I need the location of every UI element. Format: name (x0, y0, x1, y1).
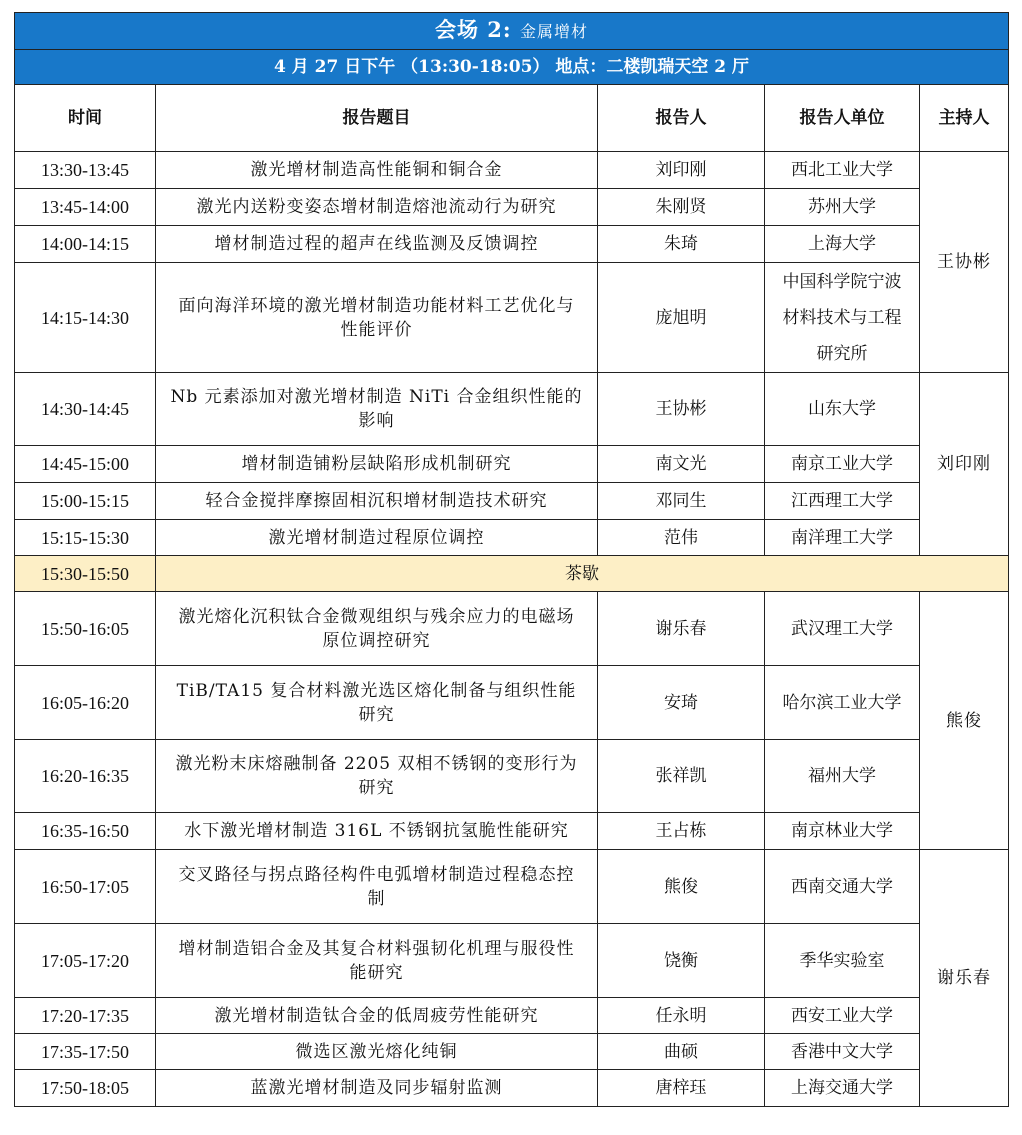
row-affiliation: 西北工业大学 (765, 152, 920, 189)
session-title-prefix: 会场 2: (435, 17, 512, 42)
row-time: 14:00-14:15 (15, 226, 156, 263)
row-time: 15:00-15:15 (15, 483, 156, 520)
row-time: 17:05-17:20 (15, 924, 156, 998)
session-title (15, 13, 1009, 50)
header-topic: 报告题目 (156, 85, 598, 152)
host-cell: 刘印刚 (920, 373, 1009, 556)
table-row (15, 740, 1009, 813)
row-time: 16:35-16:50 (15, 813, 156, 850)
row-topic: 激光内送粉变姿态增材制造熔池流动行为研究 (156, 189, 598, 226)
row-affiliation: 南京林业大学 (765, 813, 920, 850)
row-time: 15:50-16:05 (15, 592, 156, 666)
table-row (15, 226, 1009, 263)
row-topic: 增材制造过程的超声在线监测及反馈调控 (156, 226, 598, 263)
row-speaker: 熊俊 (598, 850, 765, 924)
row-topic: 激光熔化沉积钛合金微观组织与残余应力的电磁场原位调控研究 (156, 592, 598, 666)
row-speaker: 庞旭明 (598, 263, 765, 373)
host-cell: 谢乐春 (920, 850, 1009, 1107)
row-topic: 轻合金搅拌摩擦固相沉积增材制造技术研究 (156, 483, 598, 520)
row-topic: 激光增材制造过程原位调控 (156, 520, 598, 556)
session-subtitle: 4 月 27 日下午 （13:30-18:05） 地点：二楼凯瑞天空 2 厅 (15, 50, 1009, 85)
row-affiliation: 哈尔滨工业大学 (765, 666, 920, 740)
header-host: 主持人 (920, 85, 1009, 152)
host-cell: 王协彬 (920, 152, 1009, 373)
row-affiliation: 上海交通大学 (765, 1070, 920, 1107)
table-row (15, 483, 1009, 520)
row-affiliation: 上海大学 (765, 226, 920, 263)
row-time: 14:15-14:30 (15, 263, 156, 373)
table-row (15, 998, 1009, 1034)
row-time: 13:30-13:45 (15, 152, 156, 189)
break-label: 茶歇 (156, 556, 1009, 592)
row-speaker: 朱琦 (598, 226, 765, 263)
row-topic: 激光增材制造钛合金的低周疲劳性能研究 (156, 998, 598, 1034)
table-row (15, 1034, 1009, 1070)
header-row (15, 85, 1009, 152)
row-speaker: 范伟 (598, 520, 765, 556)
row-speaker: 安琦 (598, 666, 765, 740)
row-speaker: 王协彬 (598, 373, 765, 446)
row-time: 15:15-15:30 (15, 520, 156, 556)
row-affiliation: 中国科学院宁波材料技术与工程研究所 (765, 263, 920, 373)
row-time: 17:35-17:50 (15, 1034, 156, 1070)
header-time: 时间 (15, 85, 156, 152)
row-affiliation: 福州大学 (765, 740, 920, 813)
row-speaker: 谢乐春 (598, 592, 765, 666)
break-time: 15:30-15:50 (15, 556, 156, 592)
row-affiliation: 江西理工大学 (765, 483, 920, 520)
table-row (15, 263, 1009, 373)
row-time: 16:05-16:20 (15, 666, 156, 740)
row-topic: 交叉路径与拐点路径构件电弧增材制造过程稳态控制 (156, 850, 598, 924)
row-speaker: 王占栋 (598, 813, 765, 850)
row-time: 17:20-17:35 (15, 998, 156, 1034)
row-speaker: 张祥凯 (598, 740, 765, 813)
row-time: 13:45-14:00 (15, 189, 156, 226)
row-topic: 增材制造铺粉层缺陷形成机制研究 (156, 446, 598, 483)
row-affiliation: 西南交通大学 (765, 850, 920, 924)
row-speaker: 邓同生 (598, 483, 765, 520)
break-row (15, 556, 1009, 592)
table-row (15, 189, 1009, 226)
row-speaker: 唐梓珏 (598, 1070, 765, 1107)
row-affiliation: 南京工业大学 (765, 446, 920, 483)
row-topic: 微选区激光熔化纯铜 (156, 1034, 598, 1070)
table-row (15, 446, 1009, 483)
session-title-name: 金属增材 (520, 22, 589, 41)
session-subtitle-row (15, 50, 1009, 85)
row-affiliation: 季华实验室 (765, 924, 920, 998)
schedule-table (14, 12, 1009, 1107)
row-topic: 水下激光增材制造 316L 不锈钢抗氢脆性能研究 (156, 813, 598, 850)
table-row (15, 850, 1009, 924)
row-affiliation: 山东大学 (765, 373, 920, 446)
row-affiliation: 南洋理工大学 (765, 520, 920, 556)
row-time: 14:30-14:45 (15, 373, 156, 446)
row-topic: Nb 元素添加对激光增材制造 NiTi 合金组织性能的影响 (156, 373, 598, 446)
table-row (15, 924, 1009, 998)
row-time: 16:20-16:35 (15, 740, 156, 813)
row-topic: 激光粉末床熔融制备 2205 双相不锈钢的变形行为研究 (156, 740, 598, 813)
table-row (15, 373, 1009, 446)
row-affiliation: 苏州大学 (765, 189, 920, 226)
row-time: 14:45-15:00 (15, 446, 156, 483)
row-affiliation: 香港中文大学 (765, 1034, 920, 1070)
table-row (15, 666, 1009, 740)
table-row (15, 592, 1009, 666)
row-speaker: 刘印刚 (598, 152, 765, 189)
row-speaker: 曲硕 (598, 1034, 765, 1070)
host-cell: 熊俊 (920, 592, 1009, 850)
header-speaker: 报告人 (598, 85, 765, 152)
row-time: 16:50-17:05 (15, 850, 156, 924)
row-affiliation: 西安工业大学 (765, 998, 920, 1034)
row-affiliation: 武汉理工大学 (765, 592, 920, 666)
row-speaker: 任永明 (598, 998, 765, 1034)
table-row (15, 1070, 1009, 1107)
table-row (15, 813, 1009, 850)
row-speaker: 饶衡 (598, 924, 765, 998)
table-row (15, 152, 1009, 189)
row-speaker: 朱刚贤 (598, 189, 765, 226)
row-topic: 蓝激光增材制造及同步辐射监测 (156, 1070, 598, 1107)
table-row (15, 520, 1009, 556)
row-topic: 激光增材制造高性能铜和铜合金 (156, 152, 598, 189)
row-time: 17:50-18:05 (15, 1070, 156, 1107)
session-title-row (15, 13, 1009, 50)
row-topic: 增材制造铝合金及其复合材料强韧化机理与服役性能研究 (156, 924, 598, 998)
row-speaker: 南文光 (598, 446, 765, 483)
row-topic: TiB/TA15 复合材料激光选区熔化制备与组织性能研究 (156, 666, 598, 740)
header-affiliation: 报告人单位 (765, 85, 920, 152)
row-topic: 面向海洋环境的激光增材制造功能材料工艺优化与性能评价 (156, 263, 598, 373)
